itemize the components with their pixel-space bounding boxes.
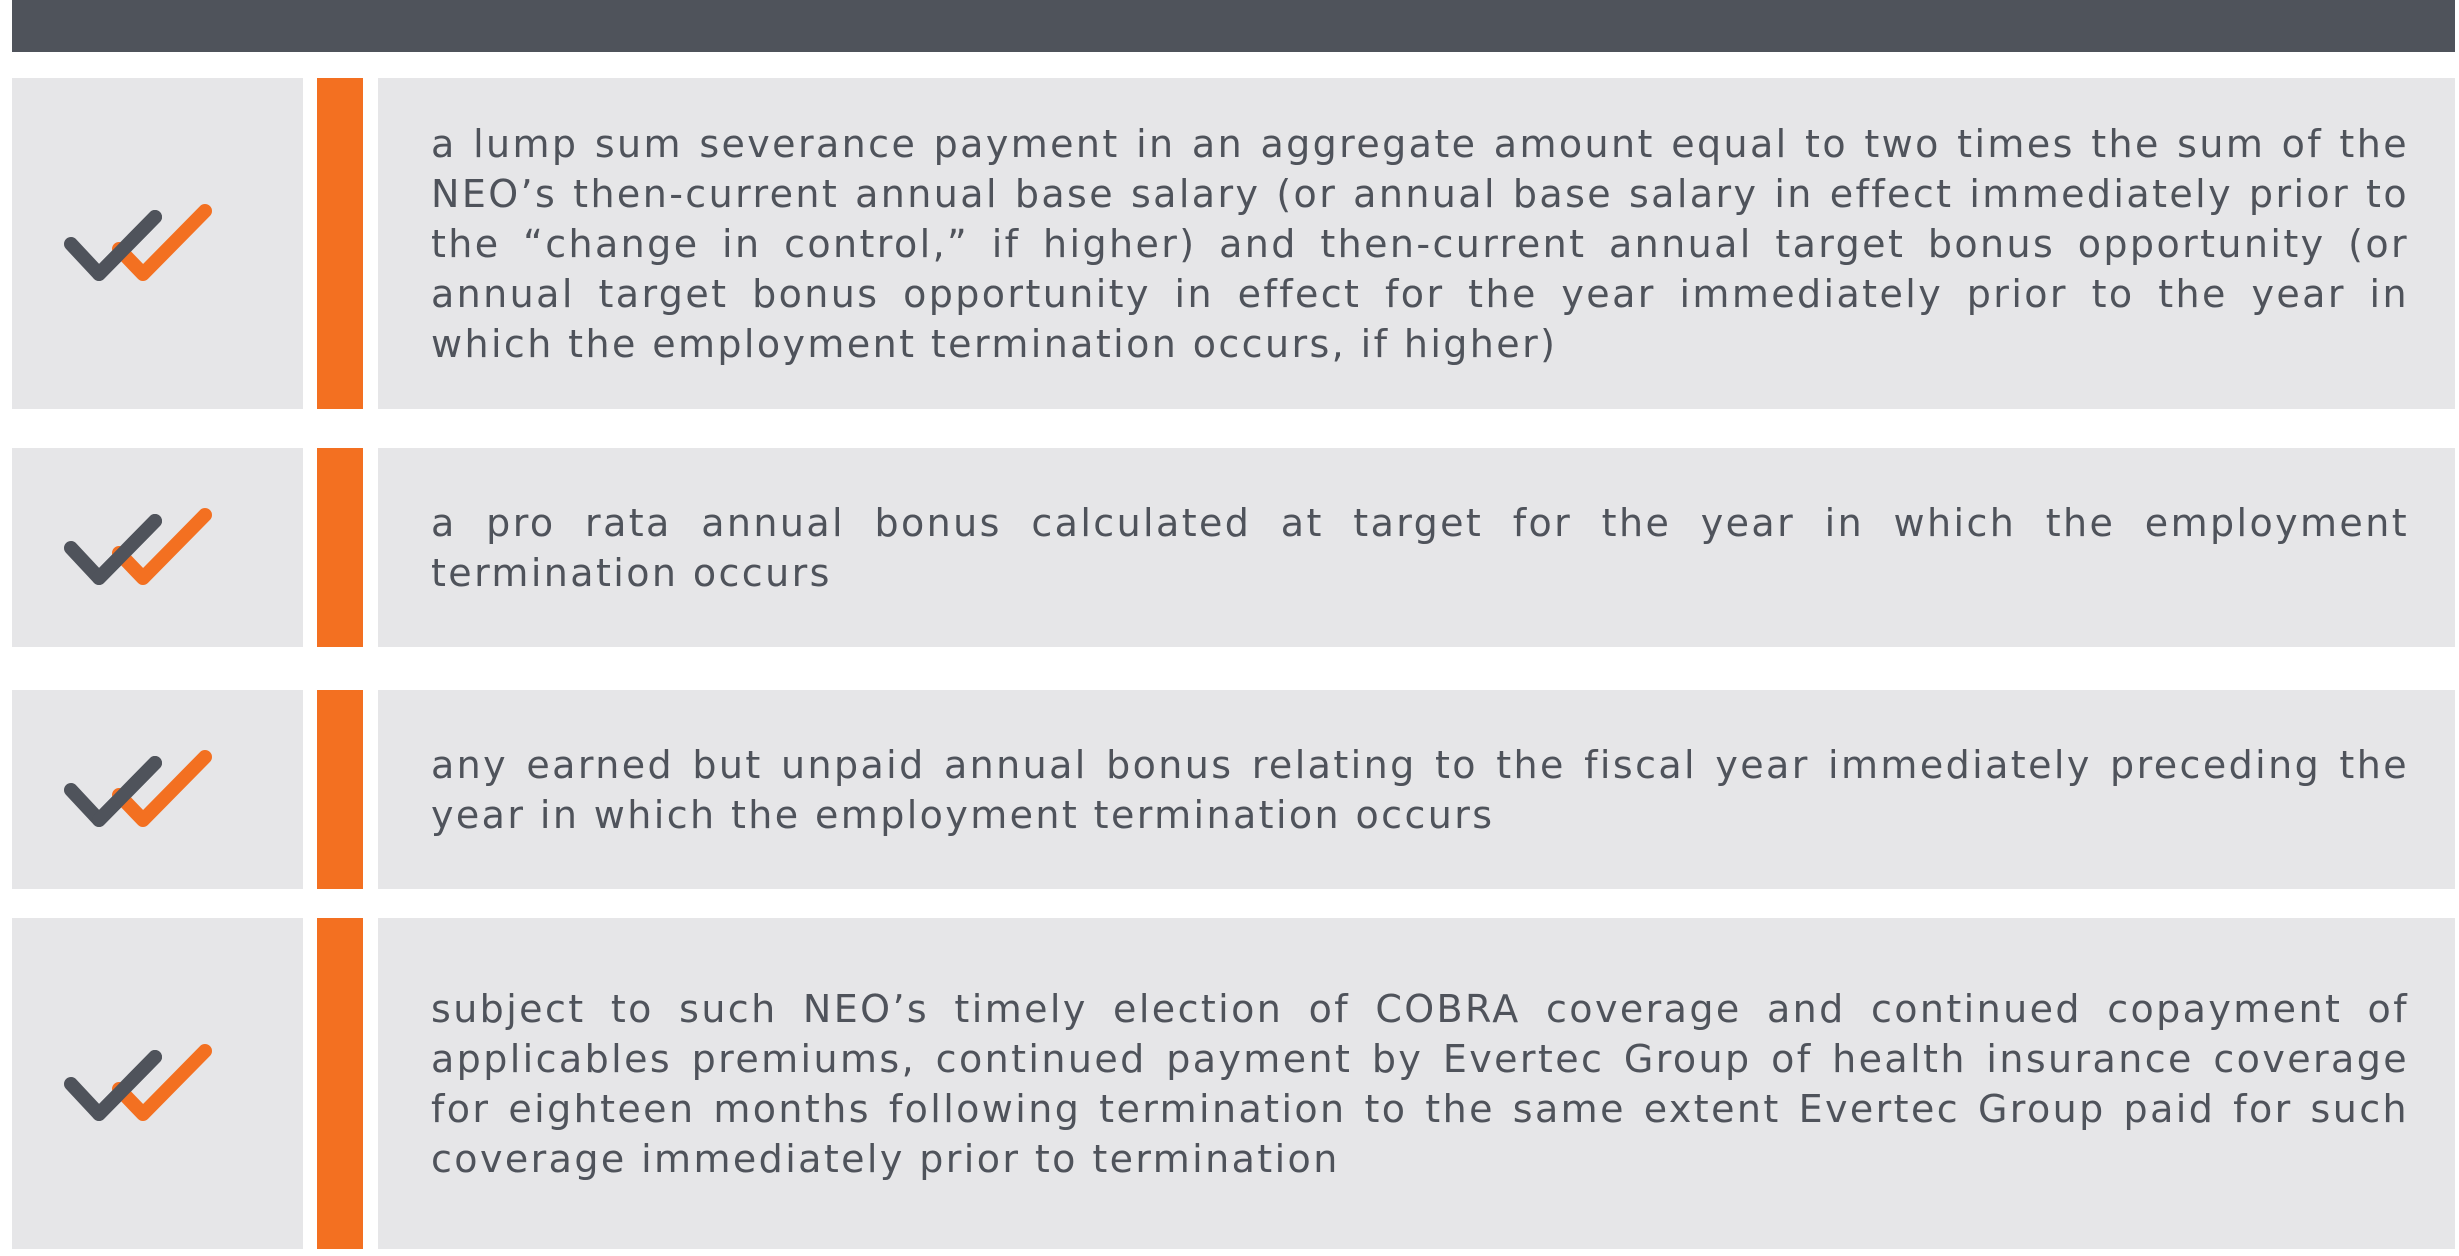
list-item	[12, 78, 2455, 409]
text-cell	[378, 690, 2455, 889]
icon-cell	[12, 918, 303, 1249]
list-item	[12, 448, 2455, 647]
icon-cell	[12, 448, 303, 647]
accent-bar	[317, 690, 363, 889]
item-text: a pro rata annual bonus calculated at target for the year in which the employment termination occurs	[431, 500, 2409, 595]
list-item	[12, 918, 2455, 1249]
accent-bar	[317, 918, 363, 1249]
item-text: any earned but unpaid annual bonus relating to the fiscal year immediately preceding the year in which the employment termination occurs	[431, 742, 2409, 837]
item-text: subject to such NEO’s timely election of COBRA coverage and continued copayment of applicables premiums, continued payment by Evertec Group of health insurance coverage for eighteen months following termination to the same extent Evertec Group paid for such coverage immediately prior to termination	[431, 986, 2409, 1181]
text-cell	[378, 78, 2455, 409]
double-check-icon	[63, 1029, 253, 1139]
item-text: a lump sum severance payment in an aggregate amount equal to two times the sum of the NEO’s then-current annual base salary (or annual base salary in effect immediately prior to the “change in control,” if higher) and then-current annual target bonus opportunity (or annual target bonus opportunity in effect for the year immediately prior to the year in which the employment termination occurs, if higher)	[431, 121, 2409, 366]
text-cell	[378, 918, 2455, 1249]
icon-cell	[12, 78, 303, 409]
double-check-icon	[63, 493, 253, 603]
accent-bar	[317, 78, 363, 409]
double-check-icon	[63, 189, 253, 299]
icon-cell	[12, 690, 303, 889]
double-check-icon	[63, 735, 253, 845]
accent-bar	[317, 448, 363, 647]
text-cell	[378, 448, 2455, 647]
list-item	[12, 690, 2455, 889]
header-bar	[12, 0, 2455, 52]
